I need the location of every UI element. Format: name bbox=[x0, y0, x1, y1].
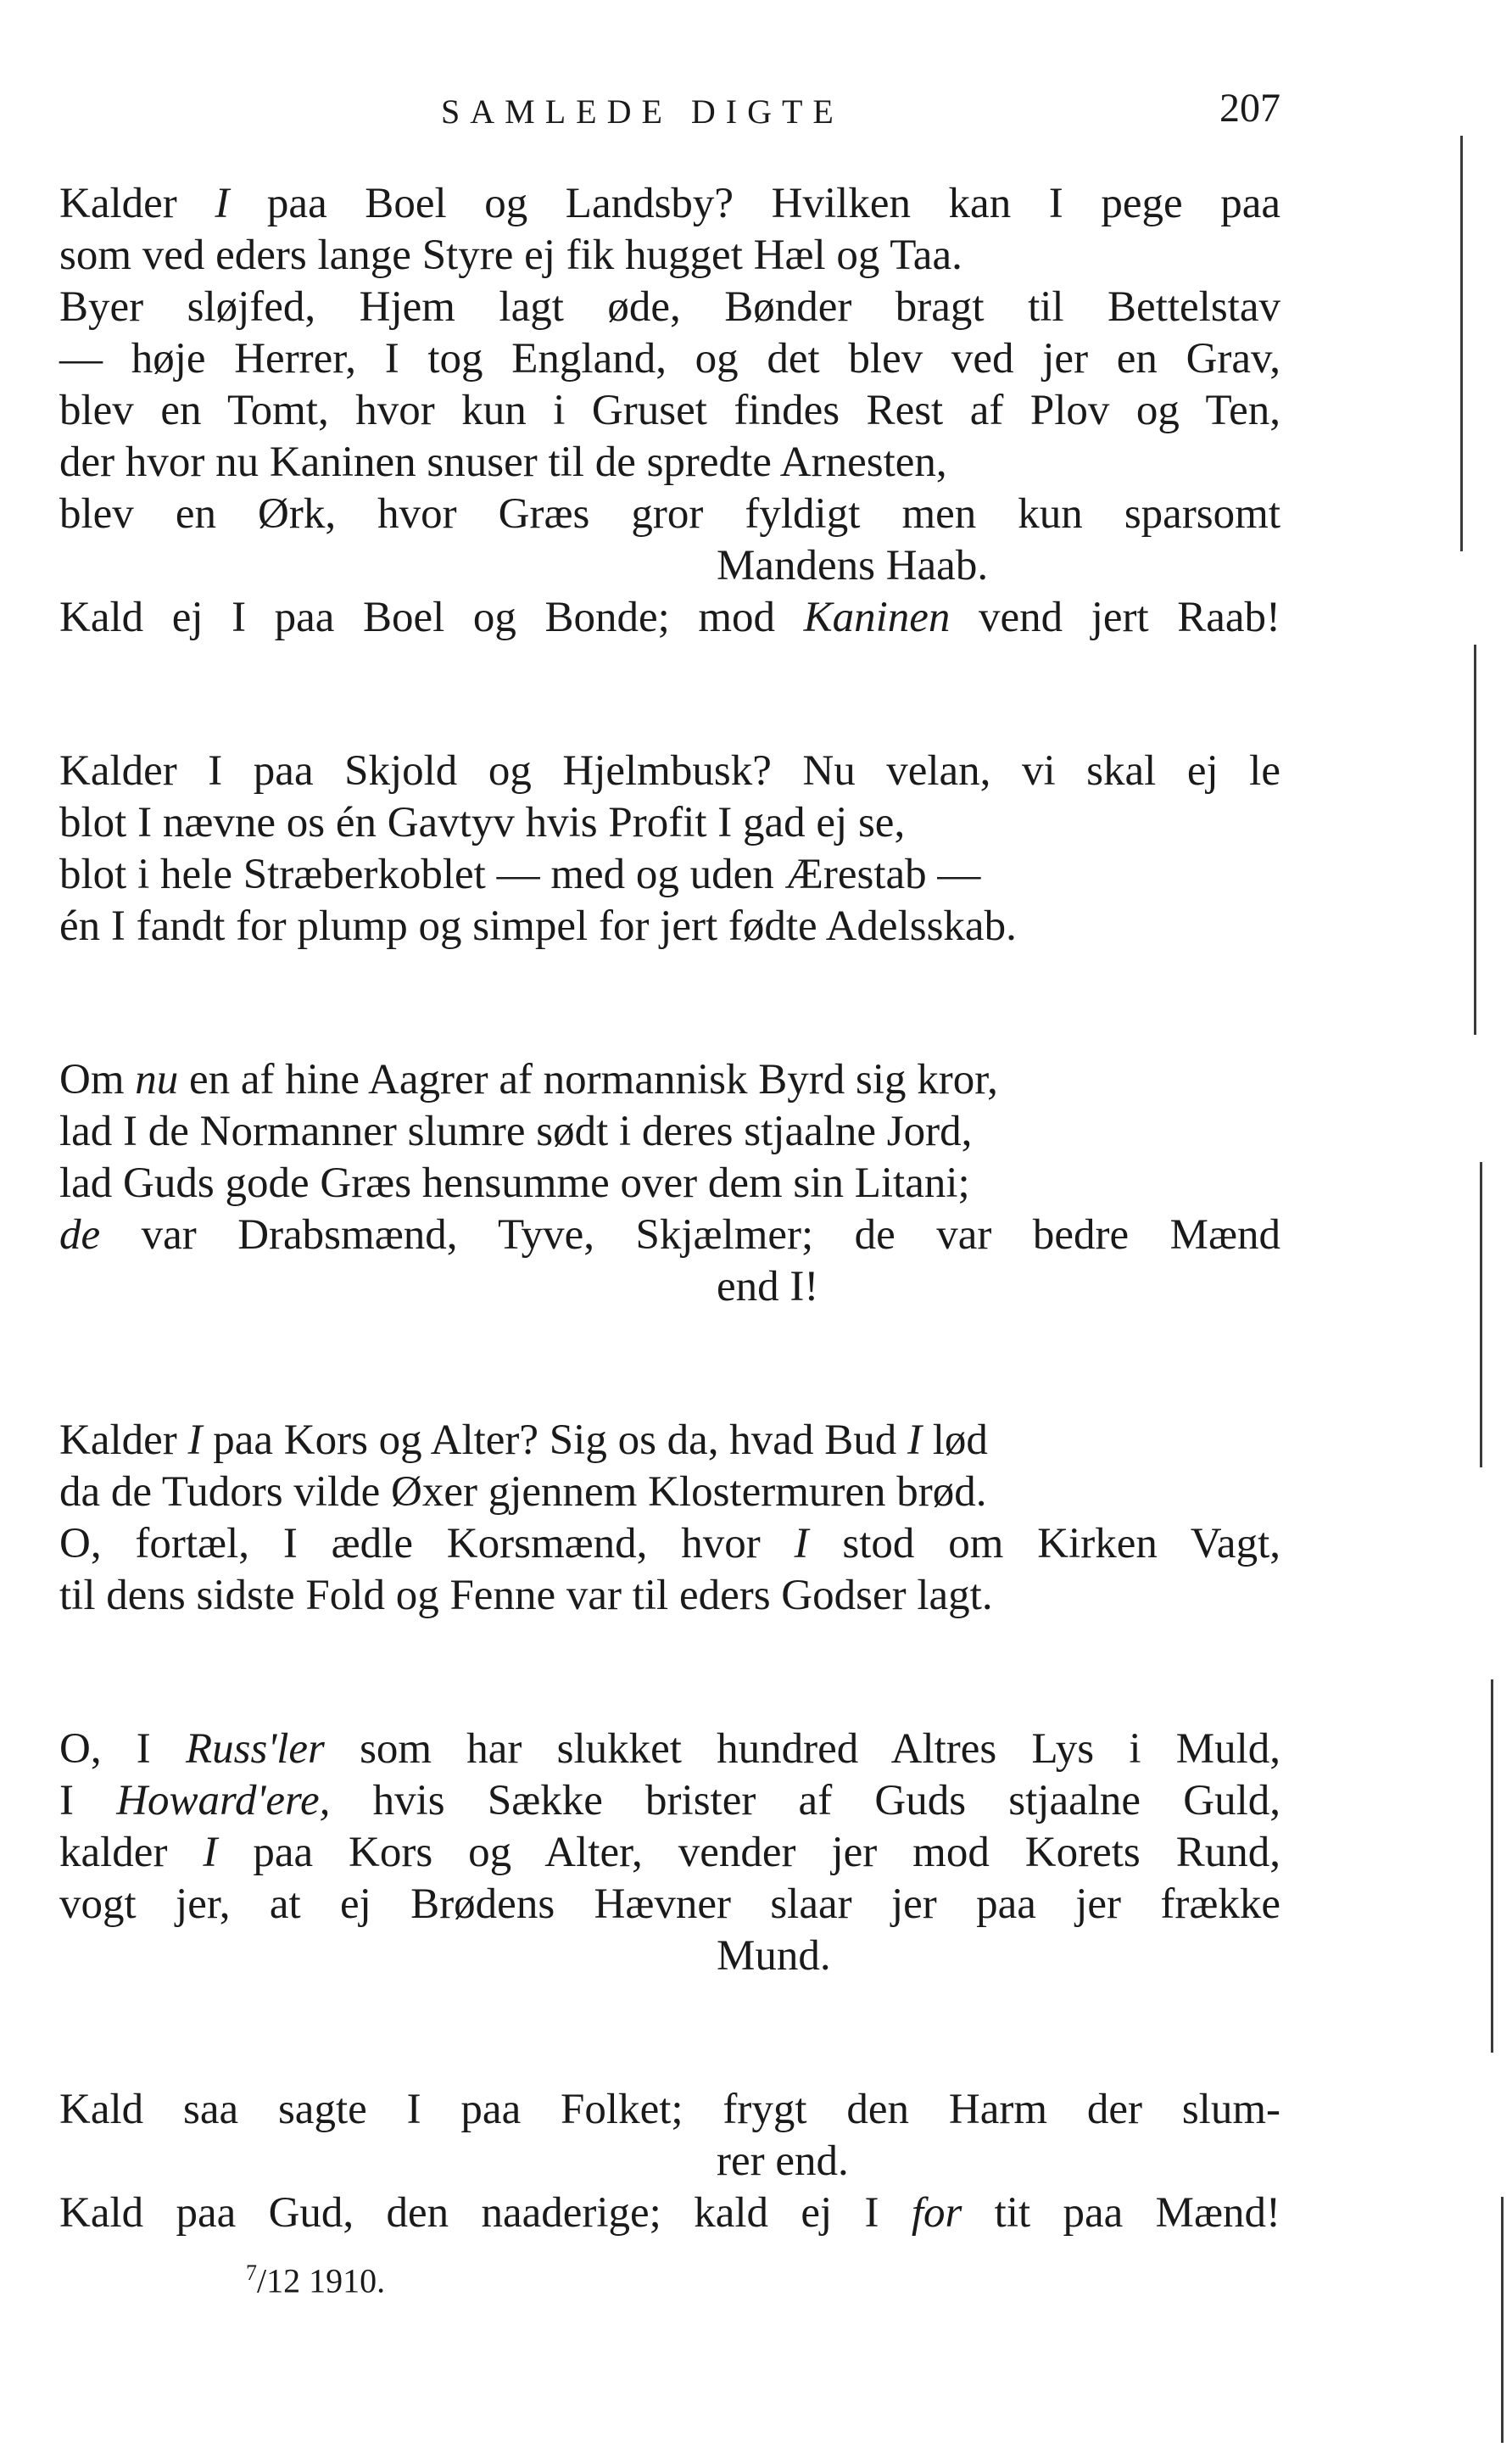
verse-line bbox=[59, 1879, 1280, 1930]
verse-text: paa Kors og Alter, vender jer mod Korets Rund, bbox=[217, 1829, 1280, 1876]
verse-line-continuation bbox=[59, 1930, 1280, 1982]
verse-line-continuation bbox=[59, 1261, 1280, 1313]
verse-text: — høje Herrer, I tog England, og det blev ved jer en Grav, bbox=[59, 335, 1280, 383]
verse-text: O, fortæl, I ædle Korsmænd, hvor bbox=[59, 1520, 795, 1567]
verse-line bbox=[59, 282, 1280, 333]
verse-text: I bbox=[59, 1777, 117, 1824]
verse-text-italic: I bbox=[794, 1520, 809, 1567]
verse-line bbox=[59, 1570, 1280, 1622]
verse-line bbox=[59, 437, 1280, 489]
verse-line bbox=[59, 849, 1280, 901]
stanza bbox=[59, 1054, 1280, 1313]
verse-text: Kalder bbox=[59, 180, 215, 227]
verse-text-italic: I bbox=[215, 180, 230, 227]
verse-line-continuation bbox=[59, 540, 1280, 592]
stanza bbox=[59, 1415, 1280, 1622]
verse-line bbox=[59, 1775, 1280, 1827]
verse-text: stod om Kirken Vagt, bbox=[808, 1520, 1280, 1567]
verse-text: vend jert Raab! bbox=[950, 594, 1281, 641]
verse-line bbox=[59, 901, 1280, 953]
verse-line bbox=[59, 333, 1280, 385]
verse-line bbox=[59, 1158, 1280, 1210]
verse-text: da de Tudors vilde Øxer gjennem Klostermuren brød. bbox=[59, 1468, 987, 1516]
poem-date bbox=[246, 2260, 385, 2300]
verse-text: Byer sløjfed, Hjem lagt øde, Bønder bragt til Bettelstav bbox=[59, 283, 1280, 331]
date-day: 7 bbox=[246, 2260, 257, 2285]
verse-text: der hvor nu Kaninen snuser til de spredte Arnesten, bbox=[59, 439, 947, 486]
poem-body bbox=[59, 178, 1280, 2341]
verse-text: blev en Ørk, hvor Græs gror fyldigt men kun sparsomt bbox=[59, 490, 1280, 538]
stanza bbox=[59, 178, 1280, 644]
verse-text: lad Guds gode Græs hensumme over dem sin Litani; bbox=[59, 1159, 970, 1207]
verse-text: kalder bbox=[59, 1829, 204, 1876]
verse-line bbox=[59, 1210, 1280, 1261]
verse-text: rer end. bbox=[717, 2137, 849, 2185]
verse-line bbox=[59, 1724, 1280, 1775]
verse-text-italic: I bbox=[203, 1829, 218, 1876]
verse-line bbox=[59, 592, 1280, 644]
page-edge-mark bbox=[1491, 1679, 1493, 2053]
verse-text-italic: de bbox=[59, 1211, 101, 1259]
stanza bbox=[59, 1724, 1280, 1982]
verse-text-italic: I bbox=[187, 1416, 203, 1464]
verse-line bbox=[59, 1827, 1280, 1879]
verse-line bbox=[59, 178, 1280, 230]
page-edge-mark bbox=[1480, 1162, 1482, 1467]
verse-line bbox=[59, 489, 1280, 540]
verse-text: vogt jer, at ej Brødens Hævner slaar jer paa jer frække bbox=[59, 1880, 1280, 1928]
verse-line bbox=[59, 2084, 1280, 2136]
verse-line bbox=[59, 230, 1280, 282]
page-edge-mark bbox=[1474, 645, 1476, 1035]
stanza bbox=[59, 2084, 1280, 2239]
verse-text: Kalder I paa Skjold og Hjelmbusk? Nu velan, vi skal ej le bbox=[59, 747, 1280, 795]
verse-text: Om bbox=[59, 1056, 136, 1103]
verse-text: paa Boel og Landsby? Hvilken kan I pege paa bbox=[229, 180, 1280, 227]
verse-text: blot I nævne os én Gavtyv hvis Profit I gad ej se, bbox=[59, 799, 906, 846]
verse-line bbox=[59, 2187, 1280, 2239]
verse-text-italic: Russ'ler bbox=[185, 1725, 325, 1773]
verse-text: end I! bbox=[717, 1263, 819, 1310]
verse-line bbox=[59, 797, 1280, 849]
verse-text: lød bbox=[921, 1416, 988, 1464]
verse-line bbox=[59, 385, 1280, 437]
verse-text: O, I bbox=[59, 1725, 186, 1773]
verse-text: Mund. bbox=[717, 1932, 831, 1980]
verse-text-italic: Kaninen bbox=[803, 594, 951, 641]
verse-text: som har slukket hundred Altres Lys i Muld, bbox=[324, 1725, 1280, 1773]
verse-text-italic: for bbox=[911, 2189, 962, 2237]
verse-text: Kald saa sagte I paa Folket; frygt den Harm der slum- bbox=[59, 2086, 1280, 2133]
page-edge-mark bbox=[1460, 136, 1463, 551]
verse-text: blev en Tomt, hvor kun i Gruset findes Rest af Plov og Ten, bbox=[59, 387, 1280, 434]
verse-text-italic: Howard'ere, bbox=[116, 1777, 331, 1824]
verse-text-italic: I bbox=[907, 1416, 922, 1464]
running-title: SAMLEDE DIGTE bbox=[441, 92, 844, 131]
verse-text: blot i hele Stræberkoblet — med og uden Ærestab — bbox=[59, 851, 981, 898]
verse-text: én I fandt for plump og simpel for jert fødte Adelsskab. bbox=[59, 902, 1017, 950]
verse-text: tit paa Mænd! bbox=[962, 2189, 1280, 2237]
verse-text: Kald ej I paa Boel og Bonde; mod bbox=[59, 594, 804, 641]
verse-line-continuation bbox=[59, 2136, 1280, 2187]
verse-text: var Drabsmænd, Tyve, Skjælmer; de var bedre Mænd bbox=[100, 1211, 1280, 1259]
verse-text: til dens sidste Fold og Fenne var til eders Godser lagt. bbox=[59, 1572, 993, 1619]
verse-text: som ved eders lange Styre ej fik hugget Hæl og Taa. bbox=[59, 232, 962, 279]
verse-line bbox=[59, 1518, 1280, 1570]
verse-line bbox=[59, 1054, 1280, 1106]
verse-line bbox=[59, 1106, 1280, 1158]
verse-text: Kald paa Gud, den naaderige; kald ej I bbox=[59, 2189, 912, 2237]
verse-text: paa Kors og Alter? Sig os da, hvad Bud bbox=[202, 1416, 907, 1464]
verse-text: lad I de Normanner slumre sødt i deres stjaalne Jord, bbox=[59, 1108, 973, 1155]
verse-line bbox=[59, 1415, 1280, 1467]
page-header bbox=[59, 85, 1280, 144]
verse-text: hvis Sække brister af Guds stjaalne Guld, bbox=[330, 1777, 1281, 1824]
verse-text: Mandens Haab. bbox=[717, 542, 989, 589]
page-edge-mark bbox=[1501, 2197, 1504, 2443]
verse-text-italic: nu bbox=[135, 1056, 179, 1103]
verse-text: Kalder bbox=[59, 1416, 188, 1464]
stanza bbox=[59, 746, 1280, 953]
verse-line bbox=[59, 1467, 1280, 1518]
verse-line bbox=[59, 746, 1280, 797]
date-rest: /12 1910. bbox=[257, 2261, 386, 2300]
page-number: 207 bbox=[1219, 86, 1280, 131]
verse-text: en af hine Aagrer af normannisk Byrd sig kror, bbox=[178, 1056, 998, 1103]
